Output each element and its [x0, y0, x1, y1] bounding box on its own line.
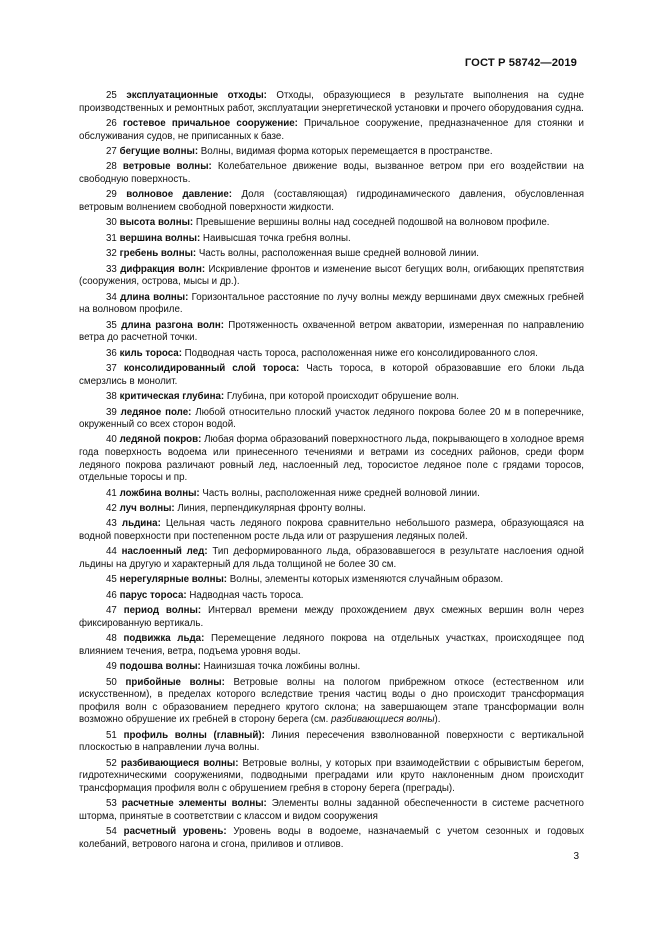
term-number: 35	[106, 319, 117, 331]
term-definition-tail: ).	[434, 714, 441, 726]
term-name: расчетные элементы волны:	[121, 798, 267, 810]
term-definition: Часть волны, расположенная выше средней волновой линии.	[196, 248, 479, 260]
term-number: 51	[106, 729, 117, 741]
term-definition: Наинизшая точка ложбины волны.	[200, 661, 361, 673]
term-name: ледяной покров:	[119, 434, 202, 446]
term-definition: Искривление фронтов и изменение высот бегущих волн, огибающих препятствия (сооружения, острова, мысы и др.).	[79, 263, 584, 288]
term-definition: Линия пересечения взволнованной поверхности с вертикальной плоскостью в направлении луча волны.	[79, 729, 584, 754]
term-definition: Протяженность охваченной ветром акватории, измеренная по направлению ветра до расчетной точки.	[79, 319, 584, 344]
term-entry	[79, 189, 584, 214]
term-definition: Часть тороса, в которой образовавшие его блоки льда смерзлись в монолит.	[79, 363, 584, 387]
term-definition: Любой относительно плоский участок ледяного покрова более 20 м в поперечнике, окруженный со всех сторон водой.	[79, 406, 585, 431]
term-name: льдина:	[121, 518, 161, 530]
term-definition: Линия, перпендикулярная фронту волны.	[174, 503, 366, 514]
term-entry	[79, 798, 584, 823]
term-definition: Превышение вершины волны над соседней подошвой на волновом профиле.	[193, 217, 550, 229]
term-number: 30	[106, 217, 117, 229]
term-entry	[79, 518, 584, 543]
term-number: 50	[106, 676, 117, 688]
term-name: гребень волны:	[119, 248, 197, 260]
term-name: прибойные волны:	[125, 676, 225, 688]
term-number: 26	[106, 117, 117, 129]
term-definition: Отходы, образующиеся в результате выполнения на судне производственных и ремонтных работ, эксплуатации энергетической установки и прочего оборудования судна.	[79, 90, 584, 114]
term-cross-reference: разбивающиеся волны	[331, 714, 435, 726]
term-name: бегущие волны:	[119, 145, 199, 157]
term-number: 29	[106, 189, 117, 201]
term-definition: Глубина, при которой происходит обрушение волн.	[224, 391, 459, 403]
page-number: 3	[573, 851, 579, 862]
term-definition: Интервал времени между прохождением двух смежных вершин волн через фиксированную вертикаль.	[79, 605, 584, 629]
term-number: 42	[106, 503, 117, 514]
term-definition: Причальное сооружение, предназначенное для стоянки и обслуживания судов, не приписанных к базе.	[79, 117, 584, 142]
term-name: ледяное поле:	[120, 406, 192, 418]
terms-list	[79, 90, 584, 851]
term-name: киль тороса:	[119, 347, 182, 359]
term-number: 38	[106, 391, 117, 403]
term-number: 28	[106, 161, 117, 173]
term-name: гостевое причальное сооружение:	[123, 117, 298, 129]
term-entry	[79, 730, 584, 755]
term-definition: Элементы волны заданной обеспеченности в системе расчетного шторма, принятые в соответствии с классом и видом сооружения	[79, 798, 584, 822]
term-definition: Уровень воды в водоеме, назначаемый с учетом сезонных и годовых колебаний, ветрового нагона и сгона, приливов и отливов.	[79, 826, 584, 850]
term-number: 33	[106, 263, 117, 275]
term-name: луч волны:	[119, 503, 175, 514]
term-definition: Тип деформированного льда, образовавшегося в результате наслоения одной льдины на другую и характерный для льда толщиной не более 30 см.	[79, 546, 584, 570]
term-number: 34	[106, 291, 117, 303]
term-number: 27	[106, 145, 117, 157]
term-definition: Доля (составляющая) гидродинамического давления, обусловленная ветровым волнением свободной поверхности жидкости.	[79, 189, 584, 213]
term-number: 41	[106, 487, 117, 499]
term-number: 47	[106, 605, 117, 617]
term-number: 39	[106, 406, 117, 418]
term-entry	[79, 826, 584, 851]
term-name: парус тороса:	[119, 589, 187, 601]
term-name: высота волны:	[119, 217, 194, 229]
term-entry	[79, 546, 584, 571]
term-number: 40	[106, 434, 117, 446]
term-name: длина волны:	[120, 291, 189, 303]
term-definition: Горизонтальное расстояние по лучу волны между вершинами двух смежных гребней на волновом профиле.	[79, 291, 584, 316]
term-name: наслоенный лед:	[121, 546, 208, 558]
term-entry	[79, 574, 584, 587]
term-number: 53	[106, 798, 117, 810]
term-number: 36	[106, 347, 117, 359]
term-entry	[79, 217, 584, 230]
term-name: ветровые волны:	[122, 161, 212, 173]
term-name: консолидированный слой тороса:	[123, 363, 300, 375]
term-number: 43	[106, 518, 117, 530]
term-definition: Ветровые волны, у которых при взаимодействии с обрывистым берегом, гидротехническими сооружениями, подводными преградами или круто наклоненным дном происходит трансформация профиля волн с обрушением гребня в сторону берега (преграды).	[79, 757, 584, 794]
term-entry	[79, 677, 584, 727]
term-entry	[79, 292, 584, 317]
term-definition: Колебательное движение воды, вызванное ветром при его воздействии на свободную поверхность.	[79, 161, 584, 185]
term-definition: Часть волны, расположенная ниже средней волновой линии.	[199, 487, 480, 499]
term-entry	[79, 264, 584, 289]
term-definition: Цельная часть ледяного покрова сравнительно небольшого размера, образующаяся на водной поверхности при постепенном росте льда или от разрушения ледяных полей.	[79, 518, 584, 542]
term-entry	[79, 391, 584, 404]
term-entry	[79, 434, 584, 484]
term-name: подошва волны:	[119, 661, 201, 673]
term-entry	[79, 233, 584, 246]
term-entry	[79, 363, 584, 388]
term-number: 46	[106, 589, 117, 601]
term-name: ложбина волны:	[119, 487, 200, 499]
term-definition: Наивысшая точка гребня волны.	[200, 232, 351, 244]
term-name: профиль волны (главный):	[123, 729, 265, 741]
term-entry	[79, 605, 584, 630]
term-definition: Волны, элементы которых изменяются случайным образом.	[227, 574, 504, 586]
term-definition: Подводная часть тороса, расположенная ниже его консолидированного слоя.	[181, 347, 538, 359]
term-name: период волны:	[123, 605, 202, 617]
term-number: 37	[106, 363, 117, 375]
term-entry	[79, 146, 584, 159]
term-name: волновое давление:	[126, 189, 233, 201]
term-number: 44	[106, 546, 117, 558]
term-name: разбивающиеся волны:	[120, 757, 239, 769]
term-number: 25	[106, 90, 117, 101]
term-number: 48	[106, 633, 117, 645]
term-entry	[79, 161, 584, 186]
term-definition: Любая форма образований поверхностного льда, покрывающего в холодное время года поверхность водоема или принесенного течениями и ветрами из соседних районов, среди форм ледяного покрова различают ровный лед, наслоенный лед, торосистое ледяное поле с грядами торосов, отдельные торосы и пр.	[79, 434, 584, 484]
term-definition: Волны, видимая форма которых перемещается в пространстве.	[198, 145, 493, 157]
term-number: 52	[106, 757, 117, 769]
term-definition: Перемещение ледяного покрова на отдельных участках, происходящее под влиянием течения, ветра, подъема уровня воды.	[79, 633, 584, 657]
term-number: 45	[106, 574, 117, 586]
term-name: подвижка льда:	[123, 633, 205, 645]
term-name: нерегулярные волны:	[119, 574, 228, 586]
term-entry	[79, 118, 584, 143]
term-entry	[79, 248, 584, 261]
term-name: критическая глубина:	[119, 391, 225, 403]
term-number: 32	[106, 248, 117, 260]
term-entry	[79, 90, 584, 115]
standard-designation: ГОСТ Р 58742—2019	[464, 57, 577, 69]
term-entry	[79, 661, 584, 674]
term-definition: Ветровые волны на пологом прибрежном откосе (естественном или искусственном), в пределах которого вследствие трения частиц воды о дно происходит трансформация профиля волн с образованием переднего крутого склона; на завершающем этапе трансформации волн возможно обрушение их гребней в сторону берега (см.	[79, 676, 584, 726]
term-entry	[79, 407, 584, 432]
term-entry	[79, 503, 584, 516]
term-entry	[79, 348, 584, 361]
term-name: расчетный уровень:	[123, 826, 227, 838]
term-entry	[79, 488, 584, 501]
term-name: длина разгона волн:	[121, 319, 224, 331]
term-name: вершина волны:	[119, 232, 201, 244]
term-definition: Надводная часть тороса.	[186, 589, 304, 601]
term-name: эксплуатационные отходы:	[126, 90, 267, 101]
term-number: 54	[106, 826, 117, 838]
term-entry	[79, 590, 584, 603]
term-number: 31	[106, 232, 117, 244]
term-number: 49	[106, 661, 117, 673]
term-entry	[79, 758, 584, 796]
term-entry	[79, 320, 584, 345]
term-name: дифракция волн:	[120, 263, 206, 275]
term-entry	[79, 633, 584, 658]
